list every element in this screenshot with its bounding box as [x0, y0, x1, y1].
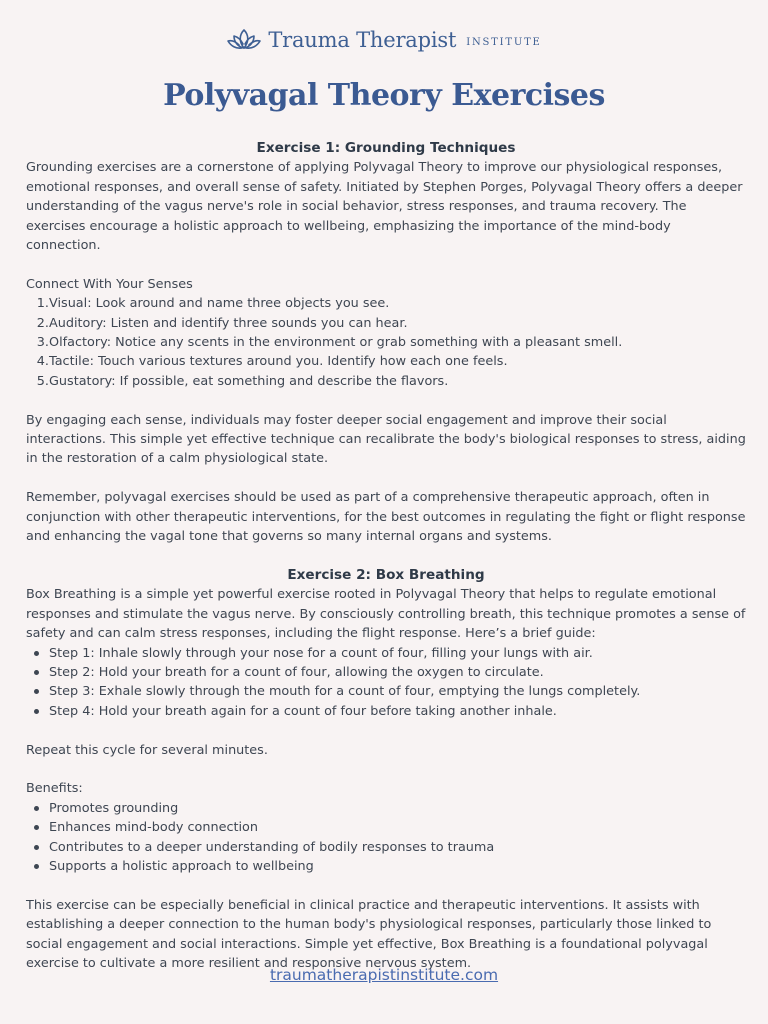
- list-item-text: Gustatory: If possible, eat something and describe the flavors.: [49, 373, 449, 389]
- list-item: [26, 838, 746, 857]
- list-item: [26, 314, 746, 333]
- list-item: [26, 352, 746, 371]
- list-number: 2.: [36, 315, 49, 331]
- list-item-text: Tactile: Touch various textures around you. Identify how each one feels.: [49, 354, 508, 370]
- bullet-icon: [26, 663, 49, 682]
- brand-suffix: INSTITUTE: [466, 37, 542, 48]
- list-item-text: Step 1: Inhale slowly through your nose for a count of four, filling your lungs with air.: [49, 645, 593, 661]
- exercise-1-paragraph-3: Remember, polyvagal exercises should be used as part of a comprehensive therapeutic approach, often in conjunction with other therapeutic interventions, for the best outcomes in regulating the fight or flight response and enhancing the vagal tone that governs so many internal organs and systems.: [26, 490, 746, 545]
- list-item: [26, 702, 746, 721]
- page-title: Polyvagal Theory Exercises: [163, 78, 605, 113]
- list-number: 4.: [36, 354, 49, 370]
- bullet-icon: [26, 702, 49, 721]
- document-body: [26, 139, 746, 973]
- list-item-text: Enhances mind-body connection: [49, 820, 258, 836]
- list-item-text: Visual: Look around and name three objects you see.: [49, 296, 390, 312]
- list-item-text: Supports a holistic approach to wellbeing: [49, 858, 314, 874]
- senses-list: [26, 294, 746, 391]
- website-link[interactable]: traumatherapistinstitute.com: [269, 966, 499, 984]
- list-item: [26, 857, 746, 876]
- exercise-1-paragraph-2: By engaging each sense, individuals may foster deeper social engagement and improve their social interactions. This simple yet effective technique can recalibrate the body's biological responses to stress, aiding in the restoration of a calm physiological state.: [26, 412, 746, 467]
- exercise-2-heading: Exercise 2: Box Breathing: [287, 566, 485, 583]
- list-item: [26, 682, 746, 701]
- closing-paragraph: This exercise can be especially beneficial in clinical practice and therapeutic interventions. It assists with establishing a deeper connection to the human body's physiological responses, particularly those linked to social engagement and social interactions. Simple yet effective, Box Breathing is a foundational polyvagal exercise to cultivate a more resilient and responsive nervous system.: [26, 897, 712, 971]
- lotus-icon: [226, 27, 262, 53]
- benefits-heading: Benefits:: [26, 781, 83, 797]
- bullet-icon: [26, 818, 49, 837]
- brand-name: Trauma Therapist: [268, 28, 457, 52]
- bullet-icon: [26, 644, 49, 663]
- list-item: [26, 663, 746, 682]
- list-number: 3.: [36, 335, 49, 351]
- list-number: 5.: [36, 373, 49, 389]
- list-item-text: Step 4: Hold your breath again for a count of four before taking another inhale.: [49, 703, 557, 719]
- list-item-text: Promotes grounding: [49, 800, 179, 816]
- bullet-icon: [26, 682, 49, 701]
- list-item: [26, 372, 746, 391]
- steps-list: [26, 644, 746, 722]
- repeat-note: Repeat this cycle for several minutes.: [26, 742, 268, 758]
- benefits-list: [26, 799, 746, 877]
- senses-heading: Connect With Your Senses: [26, 276, 193, 292]
- list-item-text: Step 3: Exhale slowly through the mouth for a count of four, emptying the lungs completely.: [49, 684, 641, 700]
- list-item-text: Step 2: Hold your breath for a count of four, allowing the oxygen to circulate.: [49, 664, 544, 680]
- bullet-icon: [26, 857, 49, 876]
- list-item-text: Auditory: Listen and identify three sounds you can hear.: [49, 315, 408, 331]
- brand-logo[interactable]: [0, 26, 768, 54]
- exercise-2-intro: Box Breathing is a simple yet powerful exercise rooted in Polyvagal Theory that helps to regulate emotional responses and stimulate the vagus nerve. By consciously controlling breath, this technique promotes a sense of safety and can calm stress responses, including the flight response. Here’s a brief guide:: [26, 587, 746, 642]
- list-item: [26, 799, 746, 818]
- list-item: [26, 644, 746, 663]
- list-item-text: Contributes to a deeper understanding of bodily responses to trauma: [49, 839, 495, 855]
- exercise-1-intro: Grounding exercises are a cornerstone of applying Polyvagal Theory to improve our physiological responses, emotional responses, and overall sense of safety. Initiated by Stephen Porges, Polyvagal Theory offers a deeper understanding of the vagus nerve's role in social behavior, stress responses, and trauma recovery. The exercises encourage a holistic approach to wellbeing, emphasizing the importance of the mind-body connection.: [26, 160, 743, 254]
- bullet-icon: [26, 838, 49, 857]
- exercise-1-heading: Exercise 1: Grounding Techniques: [256, 140, 516, 156]
- list-item: [26, 294, 746, 313]
- list-number: 1.: [36, 296, 49, 312]
- bullet-icon: [26, 799, 49, 818]
- list-item: [26, 333, 746, 352]
- list-item-text: Olfactory: Notice any scents in the environment or grab something with a pleasant smell.: [49, 335, 623, 351]
- list-item: [26, 818, 746, 837]
